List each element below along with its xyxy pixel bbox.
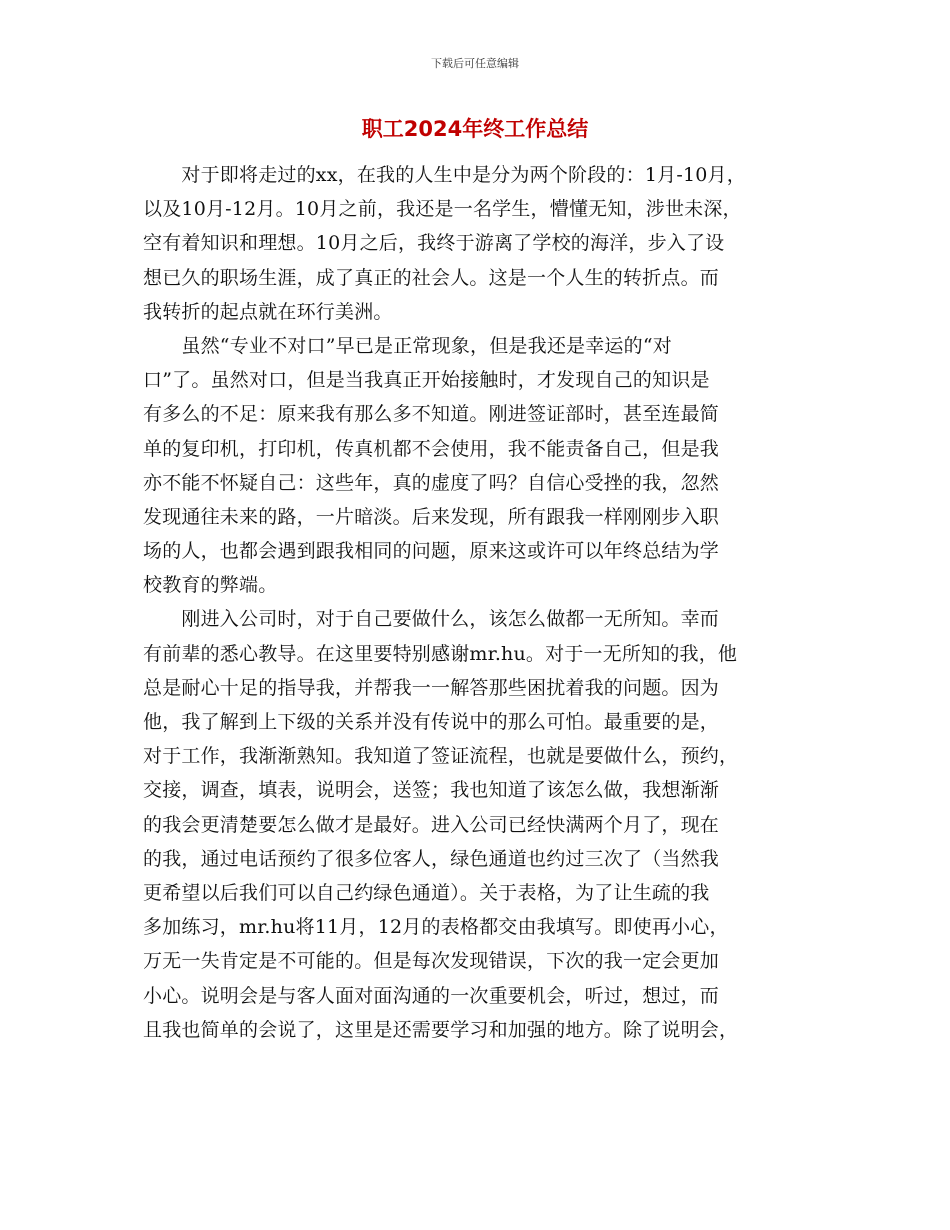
header-note: 下载后可任意编辑 [431,57,519,70]
body-line: 且我也简单的会说了，这里是还需要学习和加强的地方。除了说明会， [143,1018,739,1041]
body-line: 空有着知识和理想。10月之后，我终于游离了学校的海洋，步入了设 [143,232,725,255]
body-line: 他，我了解到上下级的关系并没有传说中的那么可怕。最重要的是， [143,711,720,733]
body-line: 交接，调查，填表，说明会，送签；我也知道了该怎么做，我想渐渐 [143,779,720,802]
body-line: 对于工作，我渐渐熟知。我知道了签证流程，也就是要做什么，预约， [143,745,739,768]
body-line: 校教育的弊端。 [143,574,278,597]
body-line: 亦不能不怀疑自己：这些年，真的虚度了吗？自信心受挫的我，忽然 [143,471,720,494]
body-line: 我转折的起点就在环行美洲。 [143,300,393,323]
body-line: 虽然“专业不对口”早已是正常现象，但是我还是幸运的“对 [143,334,672,357]
body-line: 的我会更清楚要怎么做才是最好。进入公司已经快满两个月了，现在 [143,813,720,836]
body-line: 有多么的不足：原来我有那么多不知道。刚进签证部时，甚至连最简 [143,403,720,426]
body-line: 场的人，也都会遇到跟我相同的问题，原来这或许可以年终总结为学 [143,540,720,563]
body-line: 有前辈的悉心教导。在这里要特别感谢mr.hu。对于一无所知的我，他 [143,642,738,665]
body-line: 口”了。虽然对口，但是当我真正开始接触时，才发现自己的知识是 [143,369,710,392]
body-line: 以及10月-12月。10月之前，我还是一名学生，懵懂无知，涉世未深， [143,198,742,221]
body-line: 万无一失肯定是不可能的。但是每次发现错误，下次的我一定会更加 [143,950,720,973]
body-line: 总是耐心十足的指导我，并帮我一一解答那些困扰着我的问题。因为 [143,676,720,699]
document-title: 职工2024年终工作总结 [361,117,589,141]
body-line: 单的复印机，打印机，传真机都不会使用，我不能责备自己，但是我 [143,437,720,460]
document-body [143,158,823,1047]
body-line: 对于即将走过的xx，在我的人生中是分为两个阶段的：1月-10月， [143,164,746,186]
body-line: 刚进入公司时，对于自己要做什么，该怎么做都一无所知。幸而 [143,608,720,631]
body-line: 想已久的职场生涯，成了真正的社会人。这是一个人生的转折点。而 [143,266,720,289]
body-line: 的我，通过电话预约了很多位客人，绿色通道也约过三次了（当然我 [143,847,720,870]
body-line: 更希望以后我们可以自己约绿色通道）。关于表格，为了让生疏的我 [143,881,710,904]
body-line: 多加练习，mr.hu将11月，12月的表格都交由我填写。即使再小心， [143,916,729,939]
body-line: 小心。说明会是与客人面对面沟通的一次重要机会，听过，想过，而 [143,984,720,1007]
body-line: 发现通往未来的路，一片暗淡。后来发现，所有跟我一样刚刚步入职 [143,505,720,528]
